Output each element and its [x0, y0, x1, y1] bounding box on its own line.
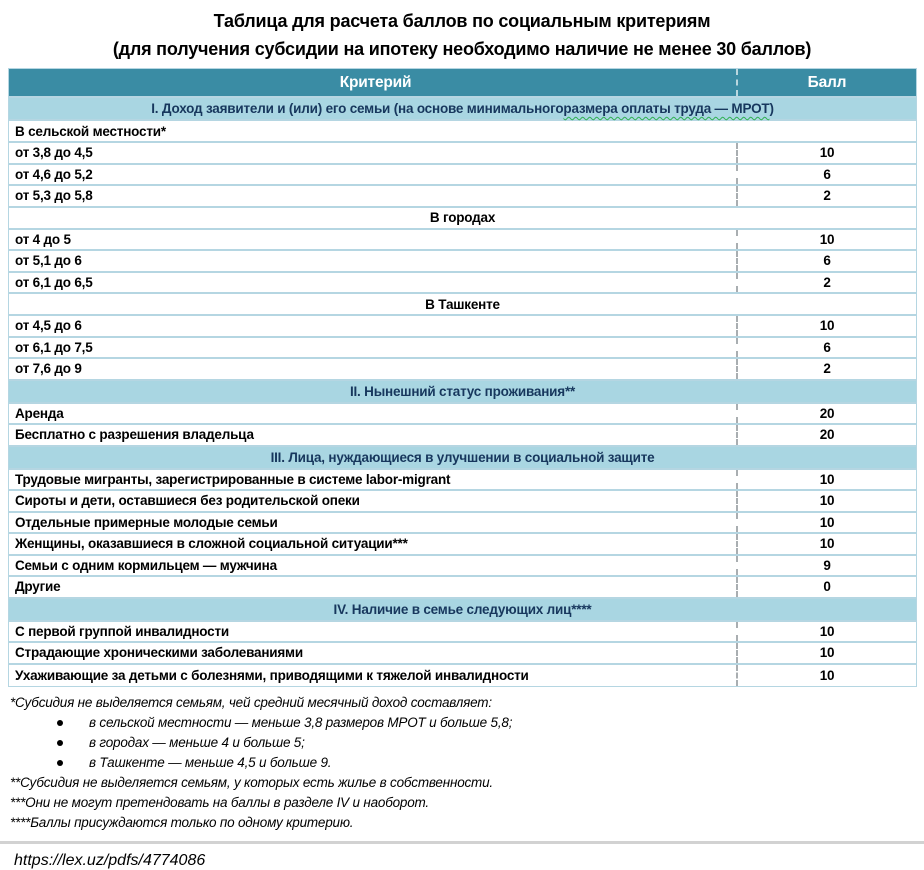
table-row	[9, 143, 916, 165]
table-row	[9, 622, 916, 644]
ball-value: 6	[736, 251, 916, 271]
criterion-label: от 4,5 до 6	[15, 318, 82, 334]
column-header-criterion: Критерий	[339, 73, 412, 91]
table-row	[9, 230, 916, 252]
table-row	[9, 665, 916, 687]
criterion-label: от 4 до 5	[15, 231, 71, 247]
criterion-label: от 6,1 до 6,5	[15, 274, 93, 290]
criterion-label: Женщины, оказавшиеся в сложной социальной ситуации***	[15, 536, 408, 552]
criterion-label: Сироты и дети, оставшиеся без родительской опеки	[15, 493, 360, 509]
table-row	[9, 165, 916, 187]
ball-value: 0	[736, 577, 916, 597]
ball-value: 10	[736, 316, 916, 336]
footnote-bullet-text: в городах — меньше 4 и больше 5;	[89, 735, 305, 750]
table-row	[9, 186, 916, 208]
section-header-row: II. Нынешний статус проживания**	[9, 381, 916, 404]
page-subtitle: (для получения субсидии на ипотеку необходимо наличие не менее 30 баллов)	[112, 39, 812, 59]
group-row: В сельской местности*	[9, 121, 916, 143]
ball-value: 9	[736, 556, 916, 576]
ball-value: 6	[736, 338, 916, 358]
criterion-label: от 3,8 до 4,5	[15, 145, 93, 161]
ball-value: 6	[736, 165, 916, 185]
footnote-1: *Субсидия не выделяется семьям, чей средний месячный доход составляет:	[10, 695, 492, 710]
group-row: В городах	[9, 208, 916, 230]
criteria-table	[8, 68, 917, 687]
footnote-bullet-text: в Ташкенте — меньше 4,5 и больше 9.	[89, 755, 332, 770]
divider-rule	[0, 841, 924, 844]
criterion-label: Страдающие хроническими заболеваниями	[15, 645, 303, 661]
ball-value: 20	[736, 425, 916, 445]
table-row	[9, 643, 916, 665]
table-row	[9, 556, 916, 578]
column-header-ball: Балл	[736, 69, 916, 96]
table-row	[9, 338, 916, 360]
ball-value: 10	[736, 491, 916, 511]
table-row	[9, 577, 916, 599]
table-row	[9, 251, 916, 273]
group-row: В Ташкенте	[9, 294, 916, 316]
footnote-bullet-1	[10, 713, 924, 733]
table-row	[9, 359, 916, 381]
footnote-bullet-text: в сельской местности — меньше 3,8 размеров МРОТ и больше 5,8;	[89, 715, 513, 730]
criterion-label: от 6,1 до 7,5	[15, 339, 93, 355]
criterion-label: от 5,3 до 5,8	[15, 188, 93, 204]
criterion-label: Семьи с одним кормильцем — мужчина	[15, 557, 277, 573]
ball-value: 2	[736, 186, 916, 206]
section-header-row: III. Лица, нуждающиеся в улучшении в социальной защите	[9, 447, 916, 470]
ball-value: 10	[736, 230, 916, 250]
table-row	[9, 404, 916, 426]
table-row	[9, 470, 916, 492]
footnote-4: ****Баллы присуждаются только по одному критерию.	[10, 815, 354, 830]
criterion-label: Бесплатно с разрешения владельца	[15, 427, 254, 443]
bullet-icon	[57, 720, 63, 726]
criterion-label: Трудовые мигранты, зарегистрированные в системе labor-migrant	[15, 471, 451, 487]
criterion-label: от 7,6 до 9	[15, 361, 82, 377]
source-url: https://lex.uz/pdfs/4774086	[14, 852, 206, 869]
criterion-label: С первой группой инвалидности	[15, 623, 229, 639]
footnote-2: **Субсидия не выделяется семьям, у которых есть жилье в собственности.	[10, 775, 493, 790]
ball-value: 10	[736, 622, 916, 642]
bullet-icon	[57, 740, 63, 746]
ball-value: 2	[736, 359, 916, 379]
spellcheck-squiggle-text: размера оплаты труда — МРОТ	[563, 101, 770, 116]
ball-value: 10	[736, 534, 916, 554]
criterion-label: Отдельные примерные молодые семьи	[15, 514, 278, 530]
ball-value: 10	[736, 143, 916, 163]
table-row	[9, 425, 916, 447]
ball-value: 10	[736, 643, 916, 663]
criterion-label: от 4,6 до 5,2	[15, 166, 93, 182]
table-row	[9, 513, 916, 535]
section-header-row: I. Доход заявители и (или) его семьи (на основе минимального размера оплаты труда — МРОТ )	[9, 98, 916, 121]
table-row	[9, 491, 916, 513]
ball-value: 10	[736, 513, 916, 533]
ball-value: 20	[736, 404, 916, 424]
criterion-label: от 5,1 до 6	[15, 253, 82, 269]
table-row	[9, 316, 916, 338]
table-row	[9, 534, 916, 556]
page-title: Таблица для расчета баллов по социальным критериям	[213, 11, 711, 31]
ball-value: 10	[736, 665, 916, 687]
criterion-label: Ухаживающие за детьми с болезнями, приводящими к тяжелой инвалидности	[15, 667, 529, 683]
footnotes	[10, 693, 924, 833]
footnote-bullet-2	[10, 733, 924, 753]
table-row	[9, 273, 916, 295]
table-header-row	[9, 69, 916, 98]
bullet-icon	[57, 760, 63, 766]
footnote-bullet-3	[10, 753, 924, 773]
section-header-row: IV. Наличие в семье следующих лиц****	[9, 599, 916, 622]
criterion-label: Другие	[15, 579, 61, 595]
criterion-label: Аренда	[15, 405, 64, 421]
document	[0, 9, 924, 870]
ball-value: 2	[736, 273, 916, 293]
ball-value: 10	[736, 470, 916, 490]
footnote-3: ***Они не могут претендовать на баллы в разделе IV и наоборот.	[10, 795, 429, 810]
